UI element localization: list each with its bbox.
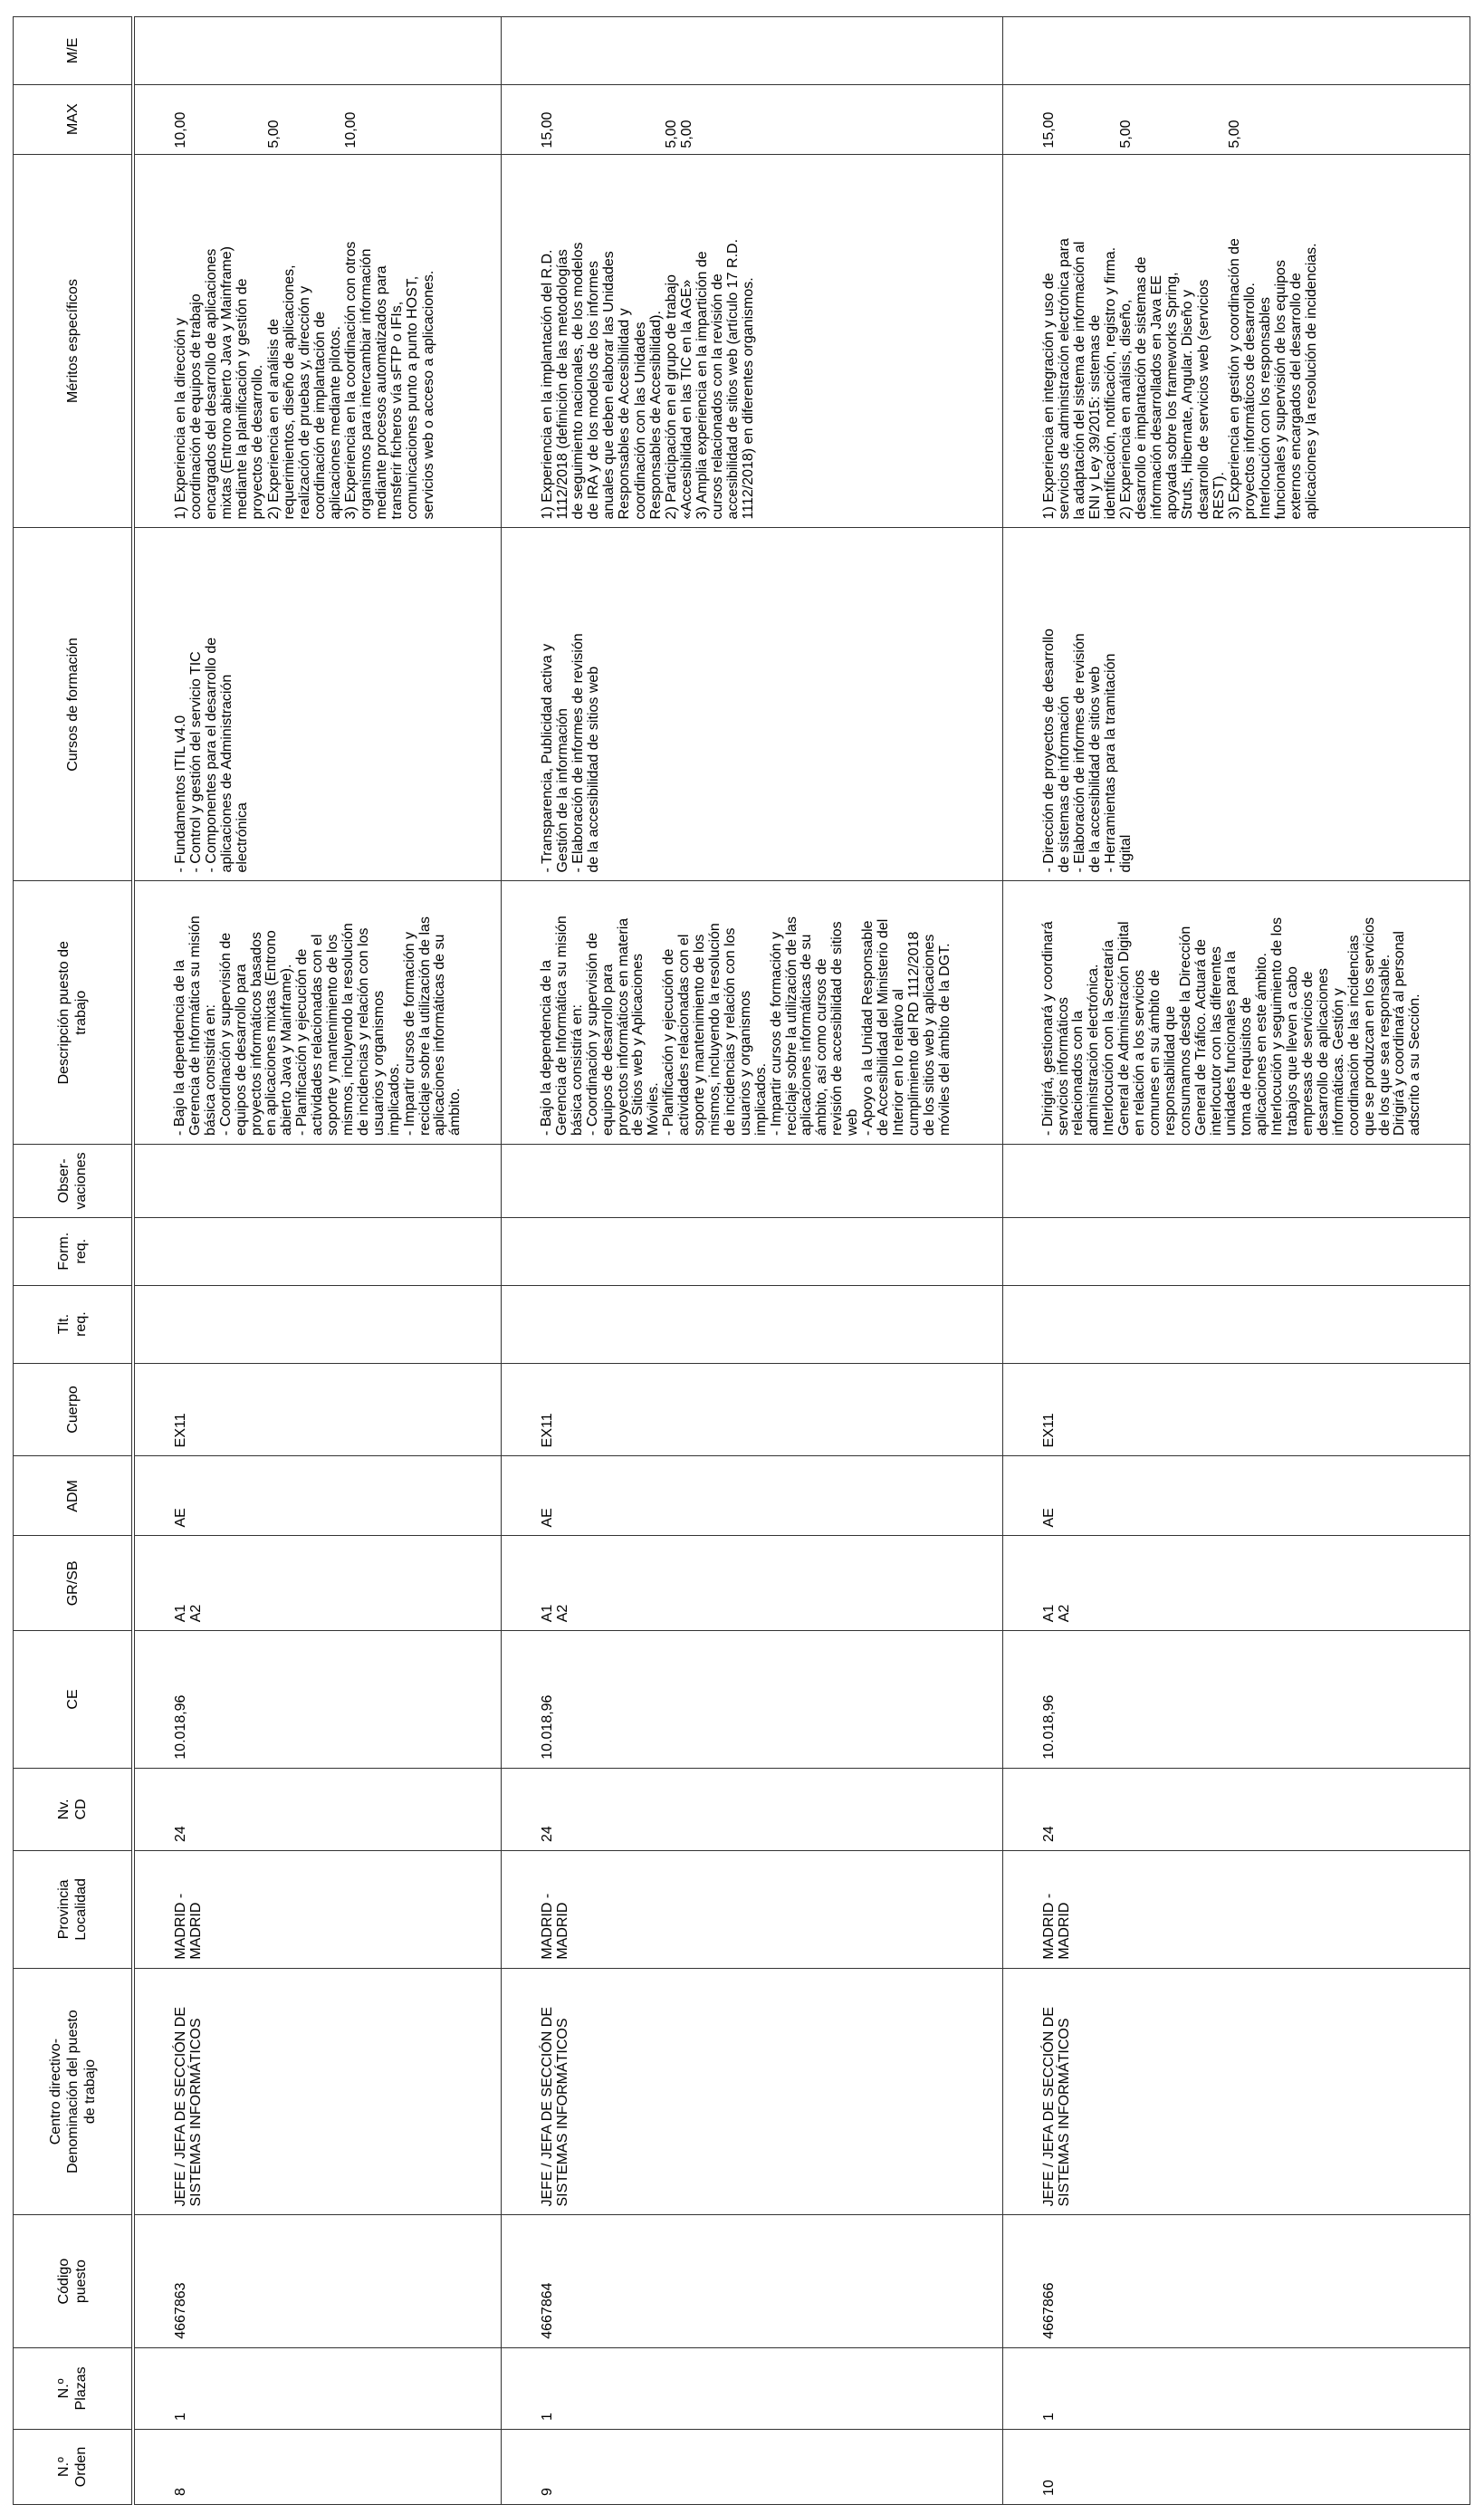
cell-formacion <box>1002 1217 1470 1285</box>
max-value: 5,00 <box>265 120 282 149</box>
cell-orden: 8 <box>133 2430 502 2505</box>
max-spacer <box>188 87 204 149</box>
header-orden: N.º Orden <box>14 2430 134 2505</box>
cell-grupo: A1 A2 <box>1002 1536 1470 1631</box>
cell-orden: 10 <box>1002 2430 1470 2505</box>
header-formacion: Form. req. <box>14 1217 134 1285</box>
cell-codigo: 4667866 <box>1002 2215 1470 2347</box>
max-values <box>502 85 694 154</box>
max-spacer <box>235 87 250 149</box>
table-row <box>502 17 1003 2505</box>
max-spacer <box>1134 87 1149 149</box>
max-value: 15,00 <box>1040 111 1057 149</box>
max-values <box>135 85 359 154</box>
header-titulacion: Tlt. req. <box>14 1285 134 1363</box>
cell-nivel: 24 <box>1002 1768 1470 1850</box>
cell-descripcion: - Bajo la dependencia de la Gerencia de Informática su misión básica consistirá en: - Coordinación y supervisión de equipos de desarrollo para proyectos informáticos en materia de Sitios web y Aplicaciones Móviles. - Planificación y ejecución de actividades relacionadas con el soporte y mantenimiento de los mismos, incluyendo la resolución de incidencias y relación con los usuarios y organismos implicados. - Impartir cursos de formación y reciclaje sobre la utilización de las aplicaciones informáticas de su ámbito, así como cursos de revisión de accesibilidad de sitios web - Apoyo a la Unidad Responsable de Accesibilidad del Ministerio del Interior en lo relativo al cumplimiento del RD 1112/2018 de los sitios web y aplicaciones móviles del ámbito de la DGT. <box>502 881 1003 1144</box>
max-spacer <box>633 87 648 149</box>
header-centro: Centro directivo- Denominación del puesto de trabajo <box>14 1968 134 2215</box>
cell-provincia: MADRID - MADRID <box>502 1851 1003 1969</box>
cell-ce: 10.018,96 <box>502 1631 1003 1768</box>
max-spacer <box>1196 87 1211 149</box>
max-spacer <box>297 87 312 149</box>
header-plazas: N.º Plazas <box>14 2347 134 2429</box>
cell-orden: 9 <box>502 2430 1003 2505</box>
cell-adm: AE <box>502 1456 1003 1536</box>
vacancies-table <box>13 16 1470 2505</box>
cell-meritos: 1) Experiencia en integración y uso de servicios de administración electrónica para la adaptación del sistema de información al ENI y Ley 39/2015: sistemas de identificación, notificación, registro y firma. 2) Experiencia en análisis, diseño, desarrollo e implantación de sistemas de información desarrollados en Java EE apoyada sobre los frameworks Spring, Struts, Hibernate, Angular. Diseño y desarrollo de servicios web (servicios REST). 3) Experiencia en gestión y coordinación de proyectos informáticos de desarrollo. Interlocución con los responsables funcionales y supervisión de los equipos externos encargados del desarrollo de aplicaciones y la resolución de incidencias. <box>1002 154 1470 528</box>
cell-formacion <box>502 1217 1003 1285</box>
max-spacer <box>1164 87 1180 149</box>
cell-max <box>133 84 502 154</box>
cell-observaciones <box>1002 1144 1470 1217</box>
max-spacer <box>204 87 219 149</box>
max-spacer <box>1057 87 1072 149</box>
cell-descripcion: - Dirigirá, gestionará y coordinará servicios informáticos relacionados con la administración electrónica. Interlocución con la Secretaría General de Administración Digital en relación a los servicios comunes en su ámbito de responsabilidad que consumamos desde la Dirección General de Tráfico. Actuará de interlocutor con las diferentes unidades funcionales para la toma de requisitos de aplicaciones en este ámbito. Interlocución y seguimiento de los trabajos que lleven a cabo empresas de servicios de desarrollo de aplicaciones informáticas. Gestión y coordinación de las incidencias que se produzcan en los servicios de los que sea responsable. Dirigirá y coordinará al personal adscrito a su Sección. <box>1002 881 1470 1144</box>
cell-codigo: 4667864 <box>502 2215 1003 2347</box>
cell-cuerpo: EX11 <box>1002 1363 1470 1456</box>
max-spacer <box>328 87 343 149</box>
cell-max <box>1002 84 1470 154</box>
max-spacer <box>1072 87 1087 149</box>
max-spacer <box>1087 87 1103 149</box>
cell-titulacion <box>502 1285 1003 1363</box>
max-spacer <box>555 87 570 149</box>
max-spacer <box>617 87 632 149</box>
cell-grupo: A1 A2 <box>133 1536 502 1631</box>
max-spacer <box>586 87 601 149</box>
max-spacer <box>1211 87 1227 149</box>
header-max: MAX <box>14 84 134 154</box>
cell-cuerpo: EX11 <box>502 1363 1003 1456</box>
cell-centro: JEFE / JEFA DE SECCIÓN DE SISTEMAS INFORMÁTICOS <box>502 1968 1003 2215</box>
cell-ce: 10.018,96 <box>1002 1631 1470 1768</box>
max-spacer <box>250 87 265 149</box>
header-ce: CE <box>14 1631 134 1768</box>
cell-me <box>133 17 502 85</box>
header-grupo: GR/SB <box>14 1536 134 1631</box>
cell-me <box>502 17 1003 85</box>
header-meritos: Méritos específicos <box>14 154 134 528</box>
max-value: 10,00 <box>343 111 359 149</box>
cell-max <box>502 84 1003 154</box>
max-value: 5,00 <box>663 120 679 149</box>
cell-me <box>1002 17 1470 85</box>
table-row <box>133 17 502 2505</box>
cell-nivel: 24 <box>502 1768 1003 1850</box>
cell-meritos: 1) Experiencia en la dirección y coordinación de equipos de trabajo encargados del desarrollo de aplicaciones mixtas (Entrono abierto Java y Mainframe) mediante la planificación y gestión de proyectos de desarrollo. 2) Experiencia en el análisis de requerimientos, diseño de aplicaciones, realización de pruebas y, dirección y coordinación de implantación de aplicaciones mediante pilotos. 3) Experiencia en la coordinación con otros organismos para intercambiar información mediante procesos automatizados para transferir ficheros vía sFTP o IFIs, comunicaciones punto a punto HOST, servicios web o acceso a aplicaciones. <box>133 154 502 528</box>
max-values <box>1003 85 1242 154</box>
header-observaciones: Obser- vaciones <box>14 1144 134 1217</box>
cell-titulacion <box>133 1285 502 1363</box>
header-me: M/E <box>14 17 134 85</box>
max-value: 5,00 <box>1226 120 1242 149</box>
cell-plazas: 1 <box>133 2347 502 2429</box>
table-row <box>1002 17 1470 2505</box>
max-value: 5,00 <box>678 120 694 149</box>
cell-plazas: 1 <box>502 2347 1003 2429</box>
cell-cursos: - Dirección de proyectos de desarrollo de sistemas de información - Elaboración de informes de revisión de la accesibilidad de sitios web - Herramientas para la tramitación digital <box>1002 528 1470 881</box>
max-spacer <box>219 87 235 149</box>
cell-plazas: 1 <box>1002 2347 1470 2429</box>
header-row <box>14 17 134 2505</box>
cell-grupo: A1 A2 <box>502 1536 1003 1631</box>
header-adm: ADM <box>14 1456 134 1536</box>
cell-nivel: 24 <box>133 1768 502 1850</box>
cell-adm: AE <box>133 1456 502 1536</box>
max-spacer <box>1149 87 1164 149</box>
header-nivel: Nv. CD <box>14 1768 134 1850</box>
max-value: 15,00 <box>540 111 556 149</box>
cell-cuerpo: EX11 <box>133 1363 502 1456</box>
cell-adm: AE <box>1002 1456 1470 1536</box>
cell-codigo: 4667863 <box>133 2215 502 2347</box>
cell-provincia: MADRID - MADRID <box>1002 1851 1470 1969</box>
max-spacer <box>601 87 617 149</box>
cell-centro: JEFE / JEFA DE SECCIÓN DE SISTEMAS INFORMÁTICOS <box>133 1968 502 2215</box>
header-cuerpo: Cuerpo <box>14 1363 134 1456</box>
max-spacer <box>1180 87 1195 149</box>
max-value: 5,00 <box>1118 120 1135 149</box>
cell-observaciones <box>133 1144 502 1217</box>
cell-provincia: MADRID - MADRID <box>133 1851 502 1969</box>
cell-descripcion: - Bajo la dependencia de la Gerencia de Informática su misión básica consistirá en: - Coordinación y supervisión de equipos de desarrollo para proyectos informáticos basados en aplicaciones mixtas (Entrono abierto Java y Mainframe). - Planificación y ejecución de actividades relacionadas con el soporte y mantenimiento de los mismos, incluyendo la resolución de incidencias y relación con los usuarios y organismos implicados. - Impartir cursos de formación y reciclaje sobre la utilización de las aplicaciones informáticas de su ámbito. <box>133 881 502 1144</box>
cell-meritos: 1) Experiencia en la implantación del R.D. 1112/2018 (definición de las metodologías de seguimiento nacionales, de los modelos de IRA y de los modelos de los informes anuales que deben elaborar las Unidades Responsables de Accesibilidad y coordinación con las Unidades Responsables de Accesibilidad). 2) Participación en el grupo de trabajo «Accesibilidad en las TIC en la AGE» 3) Amplia experiencia en la impartición de cursos relacionados con la revisión de accesibilidad de sitios web (artículo 17 R.D. 1112/2018) en diferentes organismos. <box>502 154 1003 528</box>
cell-formacion <box>133 1217 502 1285</box>
header-codigo: Código puesto <box>14 2215 134 2347</box>
max-spacer <box>282 87 297 149</box>
max-value: 10,00 <box>173 111 188 149</box>
max-spacer <box>570 87 586 149</box>
cell-cursos: - Transparencia, Publicidad activa y Gestión de la información - Elaboración de informes de revisión de la accesibilidad de sitios web <box>502 528 1003 881</box>
cell-centro: JEFE / JEFA DE SECCIÓN DE SISTEMAS INFORMÁTICOS <box>1002 1968 1470 2215</box>
max-spacer <box>1103 87 1118 149</box>
cell-titulacion <box>1002 1285 1470 1363</box>
max-spacer <box>648 87 664 149</box>
cell-observaciones <box>502 1144 1003 1217</box>
header-provincia: Provincia Localidad <box>14 1851 134 1969</box>
header-descripcion: Descripción puesto de trabajo <box>14 881 134 1144</box>
cell-ce: 10.018,96 <box>133 1631 502 1768</box>
cell-cursos: - Fundamentos ITIL v4.0 - Control y gestión del servicio TIC - Componentes para el desarrollo de aplicaciones de Administración electrónica <box>133 528 502 881</box>
header-cursos: Cursos de formación <box>14 528 134 881</box>
max-spacer <box>312 87 328 149</box>
